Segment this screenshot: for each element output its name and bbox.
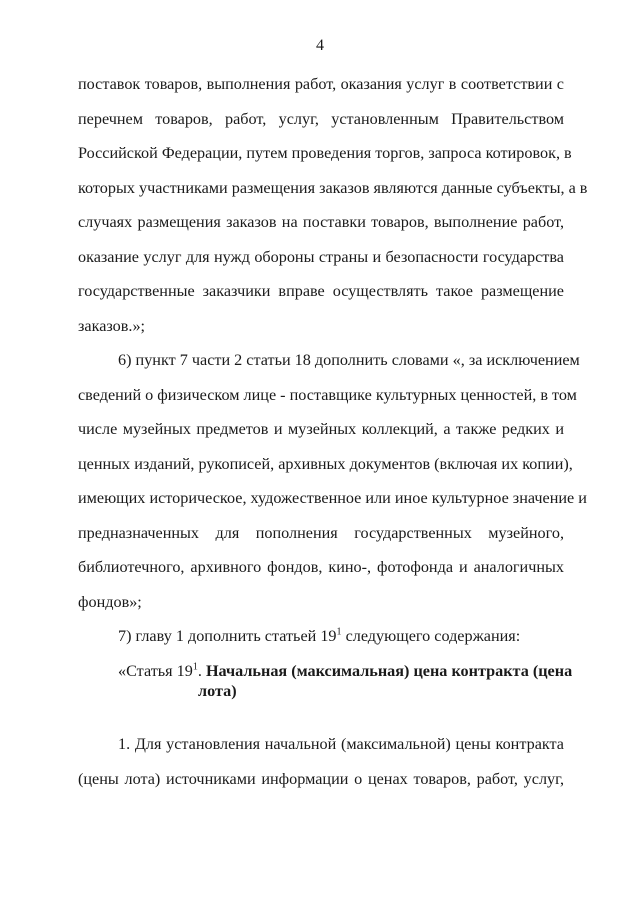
page-number: 4	[316, 37, 324, 54]
text-line: (цены лота) источниками информации о ценах товаров, работ, услуг,	[78, 770, 564, 788]
article-suffix: .	[197, 662, 206, 680]
text-line: оказание услуг для нужд обороны страны и безопасности государства	[78, 248, 564, 266]
text-line: перечнем товаров, работ, услуг, установленным Правительством	[78, 110, 564, 128]
item-7-text: 7) главу 1 дополнить статьей 19	[118, 627, 337, 645]
item-7-line	[118, 626, 564, 646]
superscript: 1	[192, 661, 198, 673]
text-line: библиотечного, архивного фондов, кино-, фотофонда и аналогичных	[78, 558, 564, 576]
superscript: 1	[336, 626, 342, 638]
text-line: имеющих историческое, художественное или иное культурное значение и	[78, 489, 587, 507]
text-line: фондов»;	[78, 593, 142, 611]
text-line: государственные заказчики вправе осуществлять такое размещение	[78, 282, 564, 300]
text-line: заказов.»;	[78, 317, 146, 335]
text-line: 6) пункт 7 части 2 статьи 18 дополнить словами «, за исключением	[118, 351, 580, 369]
article-heading	[118, 661, 572, 681]
article-title-cont: лота)	[198, 682, 237, 700]
text-line: которых участниками размещения заказов являются данные субъекты, а в	[78, 179, 588, 197]
item-7-text-after: следующего содержания:	[341, 627, 521, 645]
text-line: 1. Для установления начальной (максимальной) цены контракта	[118, 735, 564, 753]
text-line: Российской Федерации, путем проведения торгов, запроса котировок, в	[78, 144, 572, 162]
text-line: числе музейных предметов и музейных коллекций, а также редких и	[78, 420, 564, 438]
text-line: ценных изданий, рукописей, архивных документов (включая их копии),	[78, 455, 573, 473]
text-line: поставок товаров, выполнения работ, оказания услуг в соответствии с	[78, 75, 564, 93]
text-line: сведений о физическом лице - поставщике культурных ценностей, в том	[78, 386, 577, 404]
article-title: Начальная (максимальная) цена контракта (цена	[205, 662, 573, 680]
text-line: случаях размещения заказов на поставки товаров, выполнение работ,	[78, 213, 564, 231]
article-prefix: «Статья 19	[118, 662, 193, 680]
text-line: предназначенных для пополнения государственных музейного,	[78, 524, 564, 542]
